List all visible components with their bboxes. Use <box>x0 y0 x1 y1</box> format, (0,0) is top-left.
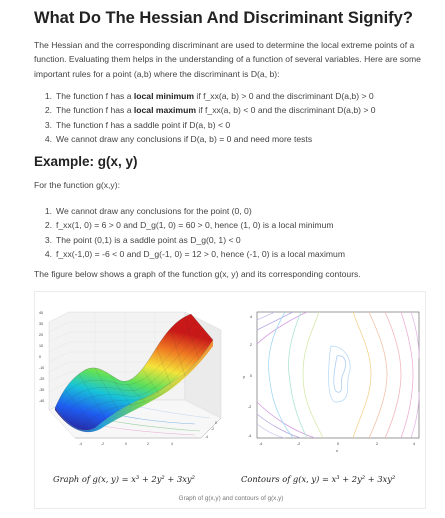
svg-text:2: 2 <box>147 442 149 446</box>
contour-plot <box>235 306 425 456</box>
rule-item: 1. The function f has a local minimum if f_xx(a, b) > 0 and the discriminant D(a,b) > 0 <box>44 91 374 101</box>
x-tick: 0 <box>337 442 339 446</box>
x-tick: 2 <box>376 442 378 446</box>
contour-y-ticks <box>248 315 252 438</box>
rules-list <box>34 89 434 146</box>
z-tick: 10 <box>39 344 43 348</box>
page-title: What Do The Hessian And Discriminant Signify? <box>34 9 413 27</box>
rule-item: 4. We cannot draw any conclusions if D(a, b) = 0 and need more tests <box>44 133 313 144</box>
svg-text:-2: -2 <box>211 427 215 431</box>
rule-item: 3. The function f has a saddle point if D(a, b) < 0 <box>44 119 231 130</box>
svg-text:0: 0 <box>125 442 127 446</box>
contour-x-label: x <box>336 448 338 453</box>
example-list <box>34 204 434 261</box>
z-tick: -10 <box>39 366 45 370</box>
y-tick: -4 <box>248 434 252 438</box>
figure <box>34 291 426 509</box>
example-item: 2. f_xx(1, 0) = 6 > 0 and D_g(1, 0) = 60 > 0, hence (1, 0) is a local minimum <box>44 220 334 231</box>
y-tick: -2 <box>248 405 252 409</box>
example-intro: For the function g(x,y): <box>34 180 120 190</box>
contour-caption: Contours of g(x, y) = x³ + 2y² + 3xy² <box>241 474 396 484</box>
z-tick: 40 <box>39 311 43 315</box>
z-tick: 30 <box>39 322 43 326</box>
figure-caption: Graph of g(x,y) and contours of g(x,y) <box>178 495 284 502</box>
x-tick: 4 <box>413 442 415 446</box>
example-item: 1. We cannot draw any conclusions for the point (0, 0) <box>44 206 252 216</box>
z-tick: -20 <box>39 377 45 381</box>
z-tick: -30 <box>39 388 45 392</box>
svg-text:-4: -4 <box>79 442 83 446</box>
x-tick: -2 <box>297 442 301 446</box>
example-item: 3. The point (0,1) is a saddle point as D_g(0, 1) < 0 <box>44 234 241 245</box>
surface-caption: Graph of g(x, y) = x³ + 2y² + 3xy² <box>53 474 195 484</box>
svg-text:-2: -2 <box>101 442 105 446</box>
contour-y-label: y <box>243 374 245 379</box>
figure-intro: The figure below shows a graph of the function g(x, y) and its corresponding contours. <box>34 269 361 279</box>
z-tick: -40 <box>39 399 45 403</box>
y-tick: 4 <box>250 315 252 319</box>
example-item: 4. f_xx(-1,0) = -6 < 0 and D_g(-1, 0) = 12 > 0, hence (-1, 0) is a local maximum <box>44 248 345 259</box>
svg-text:-4: -4 <box>205 435 209 439</box>
x-tick: -4 <box>259 442 263 446</box>
svg-text:4: 4 <box>171 442 173 446</box>
surface-plot <box>35 300 231 465</box>
intro-paragraph: The Hessian and the corresponding discriminant are used to determine the local extreme points of a function. Evaluating them helps in the understanding of a function of several variables. Here are some important rules for a point (a,b) where the discriminant is D(a, b): <box>34 40 421 79</box>
example-heading: Example: g(x, y) <box>34 154 138 169</box>
rule-item: 2. The function f has a local maximum if f_xx(a, b) < 0 and the discriminant D(a,b) > 0 <box>44 105 376 116</box>
z-tick: 20 <box>39 333 43 337</box>
contour-x-ticks <box>259 442 415 446</box>
z-tick: 0 <box>39 355 41 359</box>
svg-text:0: 0 <box>215 421 217 425</box>
y-tick: 2 <box>250 343 252 347</box>
surface-z-ticks <box>39 311 44 403</box>
y-tick: 0 <box>250 374 252 378</box>
